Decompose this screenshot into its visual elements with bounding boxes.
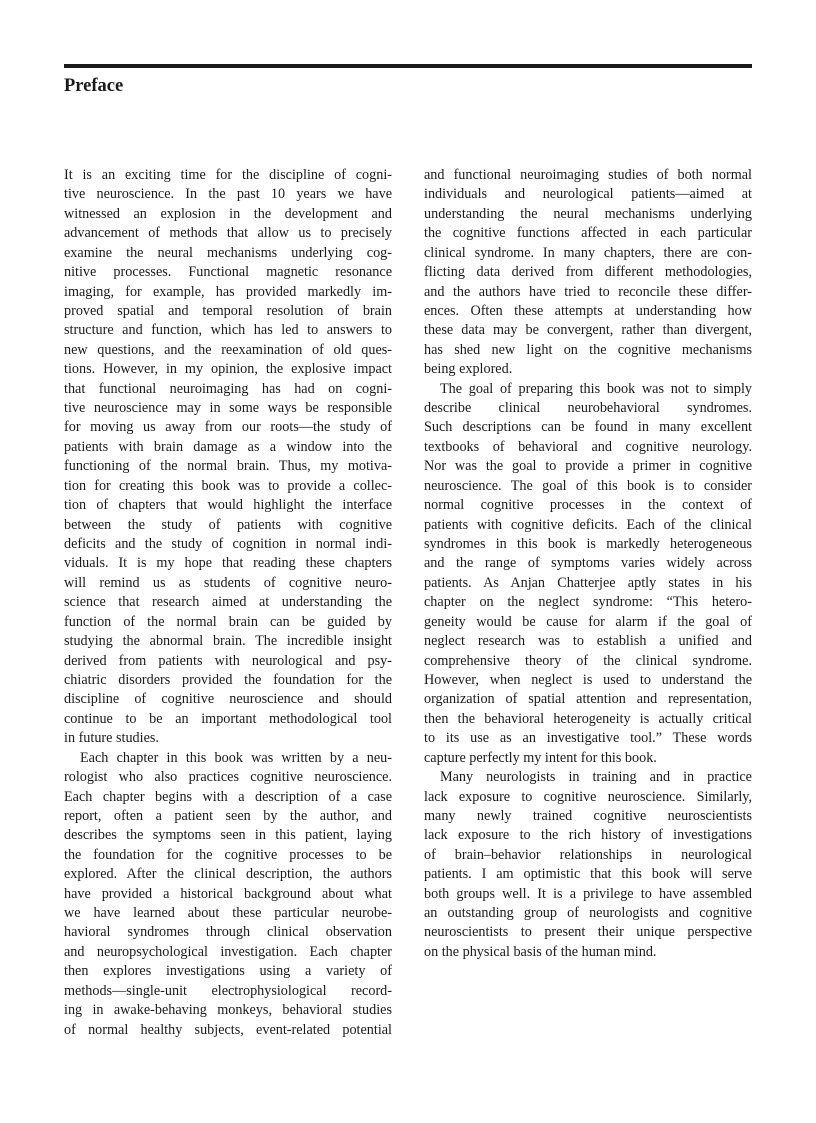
text-line: explored. After the clinical description, the authors (64, 866, 392, 883)
text-line: havioral syndromes through clinical observation (64, 924, 392, 941)
text-line: witnessed an explosion in the development and (64, 205, 392, 222)
text-line: neglect research was to establish a unified and (424, 633, 752, 650)
text-line: of brain–behavior relationships in neurological (424, 846, 752, 863)
text-line: of normal healthy subjects, event-related potential (64, 1021, 392, 1038)
text-line: derived from patients with neurological and psy- (64, 652, 392, 669)
text-line: studying the abnormal brain. The incredible insight (64, 633, 392, 650)
text-line: and neuropsychological investigation. Each chapter (64, 943, 392, 960)
text-line: However, when neglect is used to understand the (424, 671, 752, 688)
text-line: and the range of symptoms varies widely across (424, 555, 752, 572)
text-line: patients with brain damage as a window into the (64, 438, 392, 455)
text-line: then the behavioral heterogeneity is actually critical (424, 710, 752, 727)
text-line: report, often a patient seen by the author, and (64, 807, 392, 824)
text-line: tion for creating this book was to provide a collec- (64, 477, 392, 494)
text-line: the foundation for the cognitive processes to be (64, 846, 392, 863)
text-line: an outstanding group of neurologists and cognitive (424, 905, 752, 922)
text-line: rologist who also practices cognitive neuroscience. (64, 769, 392, 786)
text-line: then explores investigations using a variety of (64, 963, 392, 980)
text-line: and the authors have tried to reconcile these differ- (424, 283, 752, 300)
text-column-right (424, 166, 752, 962)
text-line: Many neurologists in training and in practice (440, 769, 752, 786)
text-line: understanding the neural mechanisms underlying (424, 205, 752, 222)
text-line: has shed new light on the cognitive mechanisms (424, 341, 752, 358)
text-line: will remind us as students of cognitive neuro- (64, 574, 392, 591)
text-line: structure and function, which has led to answers to (64, 322, 392, 339)
text-line: tion of chapters that would highlight the interface (64, 497, 392, 514)
text-line: viduals. It is my hope that reading these chapters (64, 555, 392, 572)
text-line: to its use as an investigative tool.” These words (424, 730, 752, 747)
text-line: chiatric disorders provided the foundation for the (64, 671, 392, 688)
text-line: nitive processes. Functional magnetic resonance (64, 264, 392, 281)
text-line: tions. However, in my opinion, the explosive impact (64, 361, 392, 378)
text-line: functioning of the normal brain. Thus, my motiva- (64, 458, 392, 475)
text-column-left (64, 166, 392, 1040)
text-line: between the study of patients with cognitive (64, 516, 392, 533)
text-line: capture perfectly my intent for this book. (424, 749, 657, 766)
text-line: Each chapter begins with a description of a case (64, 788, 392, 805)
text-line: comprehensive theory of the clinical syndrome. (424, 652, 752, 669)
text-line: patients. I am optimistic that this book will serve (424, 866, 752, 883)
text-line: syndromes in this book is markedly heterogeneous (424, 536, 752, 553)
text-line: these data may be convergent, rather than divergent, (424, 322, 752, 339)
text-line: new questions, and the reexamination of old ques- (64, 341, 392, 358)
text-line: tive neuroscience may in some ways be responsible (64, 400, 392, 417)
text-line: neuroscientists to present their unique perspective (424, 924, 752, 941)
text-line: individuals and neurological patients—aimed at (424, 186, 752, 203)
text-line: chapter on the neglect syndrome: “This hetero- (424, 594, 752, 611)
text-line: describe clinical neurobehavioral syndromes. (424, 400, 752, 417)
page-title: Preface (64, 76, 124, 96)
text-line: clinical syndrome. In many chapters, there are con- (424, 244, 752, 261)
text-line: both groups well. It is a privilege to have assembled (424, 885, 752, 902)
text-line: lack exposure to cognitive neuroscience. Similarly, (424, 788, 752, 805)
header-rule (64, 64, 752, 68)
text-line: Each chapter in this book was written by a neu- (80, 749, 392, 766)
text-line: patients. As Anjan Chatterjee aptly states in his (424, 574, 752, 591)
text-line: the cognitive functions affected in each particular (424, 225, 752, 242)
text-line: Such descriptions can be found in many excellent (424, 419, 752, 436)
text-line: examine the neural mechanisms underlying cog- (64, 244, 392, 261)
text-line: for moving us away from our roots—the study of (64, 419, 392, 436)
text-line: normal cognitive processes in the context of (424, 497, 752, 514)
text-line: ing in awake-behaving monkeys, behavioral studies (64, 1002, 392, 1019)
text-line: It is an exciting time for the discipline of cogni- (64, 167, 392, 183)
text-line: neuroscience. The goal of this book is to consider (424, 477, 752, 494)
text-line: function of the normal brain can be guided by (64, 613, 392, 630)
text-line: in future studies. (64, 730, 159, 747)
text-line: describes the symptoms seen in this patient, laying (64, 827, 392, 844)
text-line: that functional neuroimaging has had on cogni- (64, 380, 392, 397)
text-line: flicting data derived from different methodologies, (424, 264, 752, 281)
text-line: methods—single-unit electrophysiological record- (64, 982, 392, 999)
text-line: patients with cognitive deficits. Each of the clinical (424, 516, 752, 533)
text-line: and functional neuroimaging studies of both normal (424, 167, 752, 183)
text-line: being explored. (424, 361, 513, 378)
text-line: deficits and the study of cognition in normal indi- (64, 536, 392, 553)
text-line: tive neuroscience. In the past 10 years we have (64, 186, 392, 203)
text-line: discipline of cognitive neuroscience and should (64, 691, 392, 708)
text-line: lack exposure to the rich history of investigations (424, 827, 752, 844)
text-line: textbooks of behavioral and cognitive neurology. (424, 438, 752, 455)
text-line: geneity would be cause for alarm if the goal of (424, 613, 752, 630)
text-line: imaging, for example, has provided markedly im- (64, 283, 392, 300)
text-line: many newly trained cognitive neuroscientists (424, 807, 752, 824)
text-line: continue to be an important methodological tool (64, 710, 392, 727)
text-line: ences. Often these attempts at understanding how (424, 302, 752, 319)
text-line: we have learned about these particular neurobe- (64, 905, 392, 922)
text-line: proved spatial and temporal resolution of brain (64, 302, 392, 319)
text-line: have provided a historical background about what (64, 885, 392, 902)
text-line: The goal of preparing this book was not to simply (440, 380, 752, 397)
text-line: Nor was the goal to provide a primer in cognitive (424, 458, 752, 475)
text-line: science that research aimed at understanding the (64, 594, 392, 611)
text-line: on the physical basis of the human mind. (424, 943, 657, 960)
text-line: advancement of methods that allow us to precisely (64, 225, 392, 242)
text-line: organization of spatial attention and representation, (424, 691, 752, 708)
